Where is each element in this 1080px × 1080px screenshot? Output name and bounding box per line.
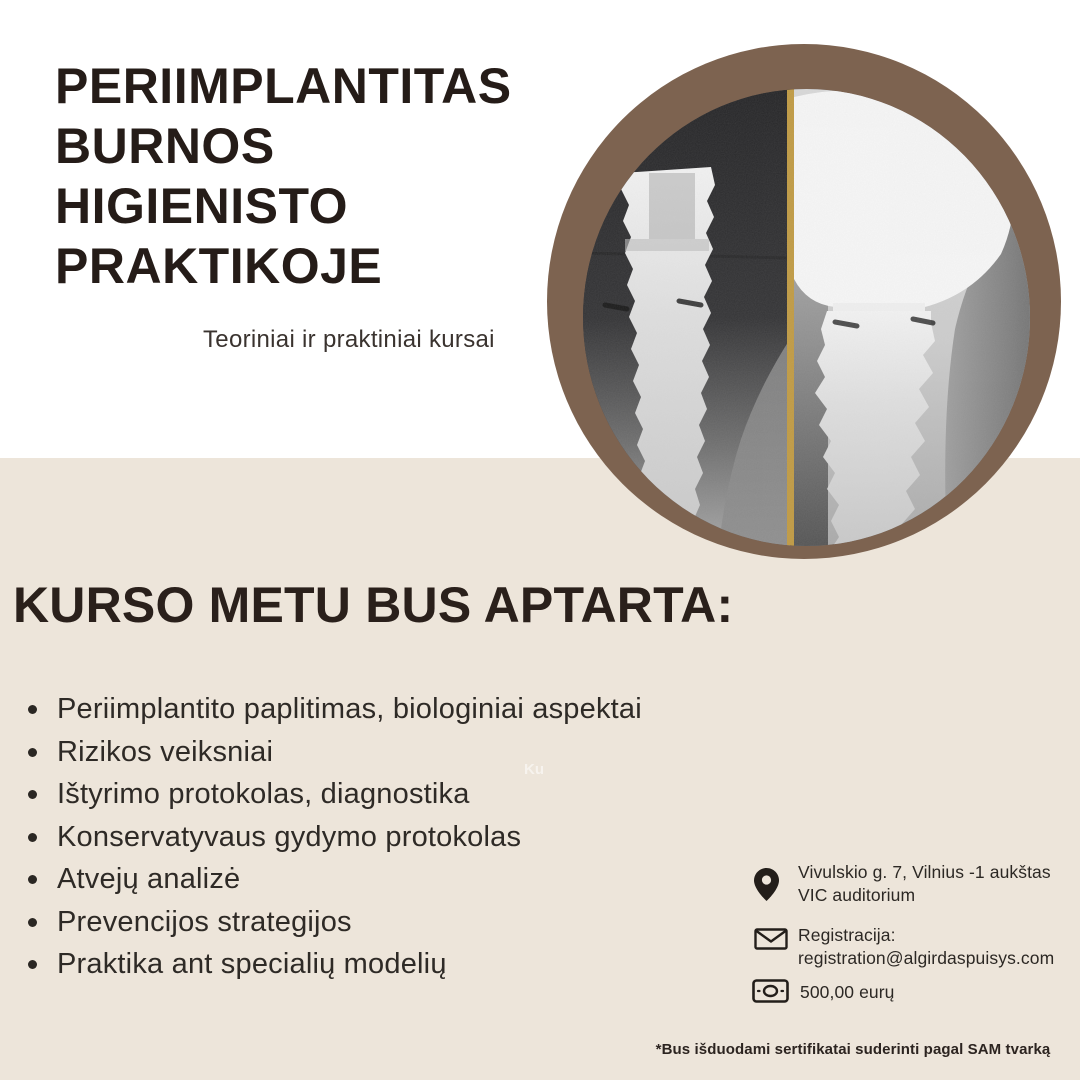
list-item-text: Prevencijos strategijos bbox=[57, 905, 352, 938]
certificate-footnote: *Bus išduodami sertifikatai suderinti pagal SAM tvarką bbox=[655, 1041, 1051, 1058]
list-item-text: Ištyrimo protokolas, diagnostika bbox=[57, 778, 470, 810]
watermark-text: Ku bbox=[524, 761, 544, 778]
bullet-dot bbox=[28, 960, 37, 969]
bullet-dot bbox=[28, 875, 37, 884]
bullet-dot bbox=[28, 748, 37, 757]
section-heading: KURSO METU BUS APTARTA: bbox=[13, 577, 734, 633]
list-item bbox=[26, 858, 642, 901]
implant-xray-image bbox=[583, 89, 1030, 546]
title-line-3: HIGIENISTO bbox=[55, 178, 349, 234]
price-text: 500,00 eurų bbox=[800, 982, 895, 1002]
bullet-dot bbox=[28, 918, 37, 927]
list-item-text: Periimplantito paplitimas, biologiniai aspektai bbox=[57, 693, 642, 725]
registration-email: registration@algirdaspuisys.com bbox=[798, 948, 1055, 968]
list-item bbox=[26, 688, 642, 731]
xray-circle-frame bbox=[547, 44, 1061, 559]
list-item bbox=[26, 731, 642, 774]
list-item-text: Konservatyvaus gydymo protokolas bbox=[57, 820, 522, 853]
bullet-dot bbox=[28, 790, 37, 799]
list-item bbox=[26, 901, 642, 944]
list-item bbox=[26, 943, 642, 986]
list-item-text: Rizikos veiksniai bbox=[57, 735, 274, 768]
title-line-2: BURNOS bbox=[55, 118, 275, 174]
address-line-2: VIC auditorium bbox=[798, 885, 916, 905]
address-line-1: Vivulskio g. 7, Vilnius -1 aukštas bbox=[798, 862, 1051, 882]
list-item-text: Atvejų analizė bbox=[57, 863, 241, 895]
title-line-4: PRAKTIKOJE bbox=[55, 238, 383, 294]
bullet-dot bbox=[28, 705, 37, 714]
title-line-1: PERIIMPLANTITAS bbox=[55, 58, 512, 114]
subtitle: Teoriniai ir praktiniai kursai bbox=[203, 326, 495, 353]
list-item bbox=[26, 773, 642, 816]
list-item-text: Praktika ant specialių modelių bbox=[57, 948, 447, 980]
bullet-dot bbox=[28, 833, 37, 842]
list-item bbox=[26, 816, 642, 859]
xray-graphic bbox=[583, 89, 1030, 546]
topic-list bbox=[26, 688, 642, 986]
page-title bbox=[55, 56, 512, 296]
registration-label: Registracija: bbox=[798, 925, 896, 945]
